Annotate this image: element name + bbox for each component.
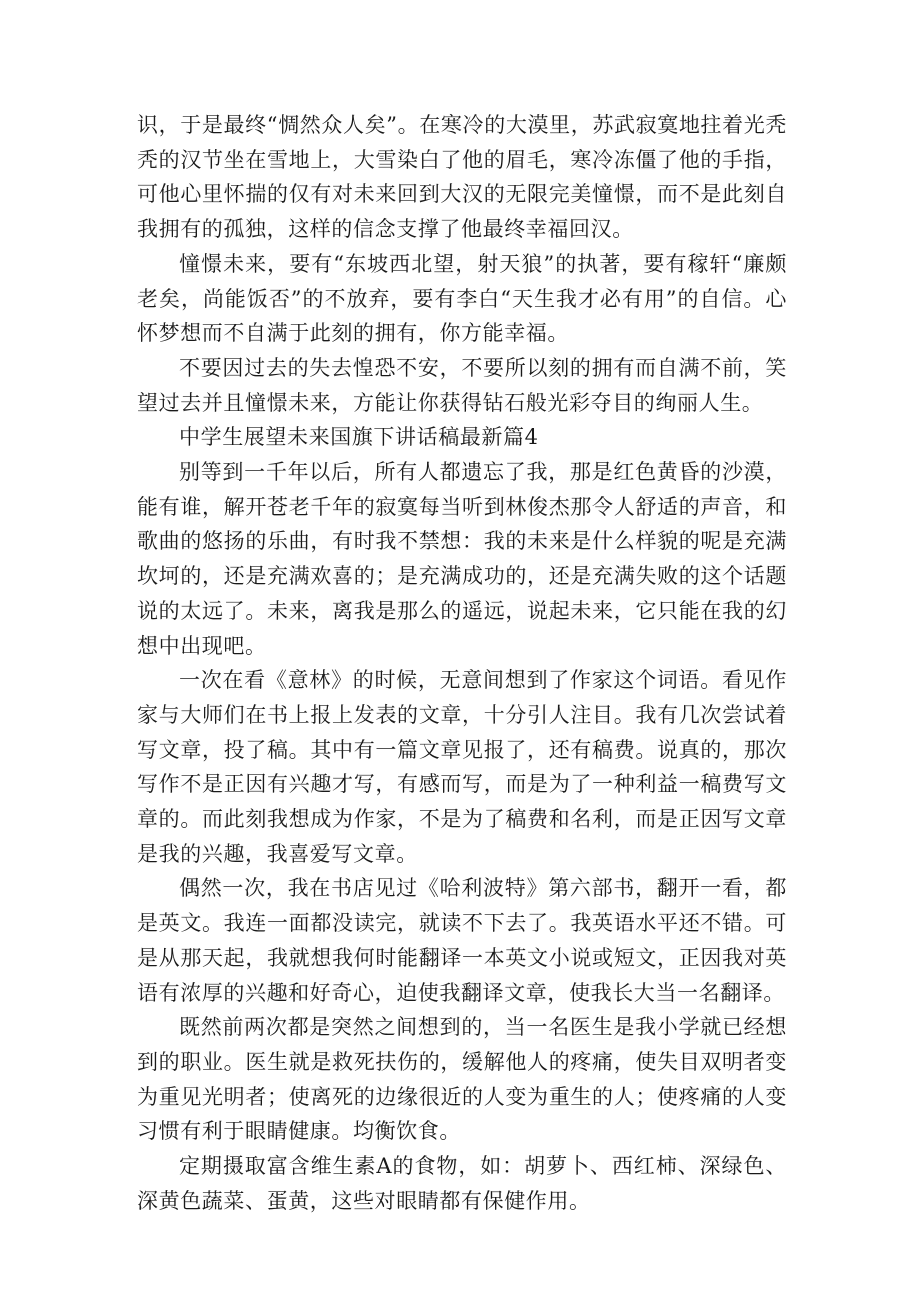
paragraph-6: 偶然一次，我在书店见过《哈利波特》第六部书，翻开一看，都是英文。我连一面都没读完，就读不下去了。我英语水平还不错。可是从那天起，我就想我何时能翻译一本英文小说或短文，正因我对英语有浓厚的兴趣和好奇心，迫使我翻译文章，使我长大当一名翻译。 xyxy=(137,876,787,1005)
paragraph-1: 识，于是最终“惆然众人矣”。在寒冷的大漠里，苏武寂寞地拄着光秃秃的汉节坐在雪地上，大雪染白了他的眉毛，寒冷冻僵了他的手指，可他心里怀揣的仅有对未来回到大汉的无限完美憧憬，而不是此刻自我拥有的孤独，这样的信念支撑了他最终幸福回汉。 xyxy=(137,113,787,242)
document-body xyxy=(137,108,787,1219)
paragraph-5: 一次在看《意林》的时候，无意间想到了作家这个词语。看见作家与大师们在书上报上发表的文章，十分引人注目。我有几次尝试着写文章，投了稿。其中有一篇文章见报了，还有稿费。说真的，那次写作不是正因有兴趣才写，有感而写，而是为了一种利益一稿费写文章的。而此刻我想成为作家，不是为了稿费和名利，而是正因写文章是我的兴趣，我喜爱写文章。 xyxy=(137,668,787,866)
paragraph-3: 不要因过去的失去惶恐不安，不要所以刻的拥有而自满不前，笑望过去并且憧憬未来，方能让你获得钻石般光彩夺目的绚丽人生。 xyxy=(137,355,787,415)
section-heading: 中学生展望未来国旗下讲话稿最新篇4 xyxy=(179,425,539,450)
paragraph-2: 憧憬未来，要有“东坡西北望，射天狼”的执著，要有稼轩“廉颇老矣，尚能饭否”的不放弃，要有李白“天生我才必有用”的自信。心怀梦想而不自满于此刻的拥有，你方能幸福。 xyxy=(137,251,787,346)
paragraph-7: 既然前两次都是突然之间想到的，当一名医生是我小学就已经想到的职业。医生就是救死扶伤的，缓解他人的疼痛，使失目双明者变为重见光明者；使离死的边缘很近的人变为重生的人；使疼痛的人变习惯有利于眼睛健康。均衡饮食。 xyxy=(137,1015,787,1144)
paragraph-8: 定期摄取富含维生素A的食物，如：胡萝卜、西红柿、深绿色、深黄色蔬菜、蛋黄，这些对眼睛都有保健作用。 xyxy=(137,1154,787,1213)
paragraph-4: 别等到一千年以后，所有人都遗忘了我，那是红色黄昏的沙漠，能有谁，解开苍老千年的寂寞每当听到林俊杰那令人舒适的声音，和歌曲的悠扬的乐曲，有时我不禁想：我的未来是什么样貌的呢是充满坎坷的，还是充满欢喜的；是充满成功的，还是充满失败的这个话题说的太远了。未来，离我是那么的遥远，说起未来，它只能在我的幻想中出现吧。 xyxy=(137,460,787,658)
